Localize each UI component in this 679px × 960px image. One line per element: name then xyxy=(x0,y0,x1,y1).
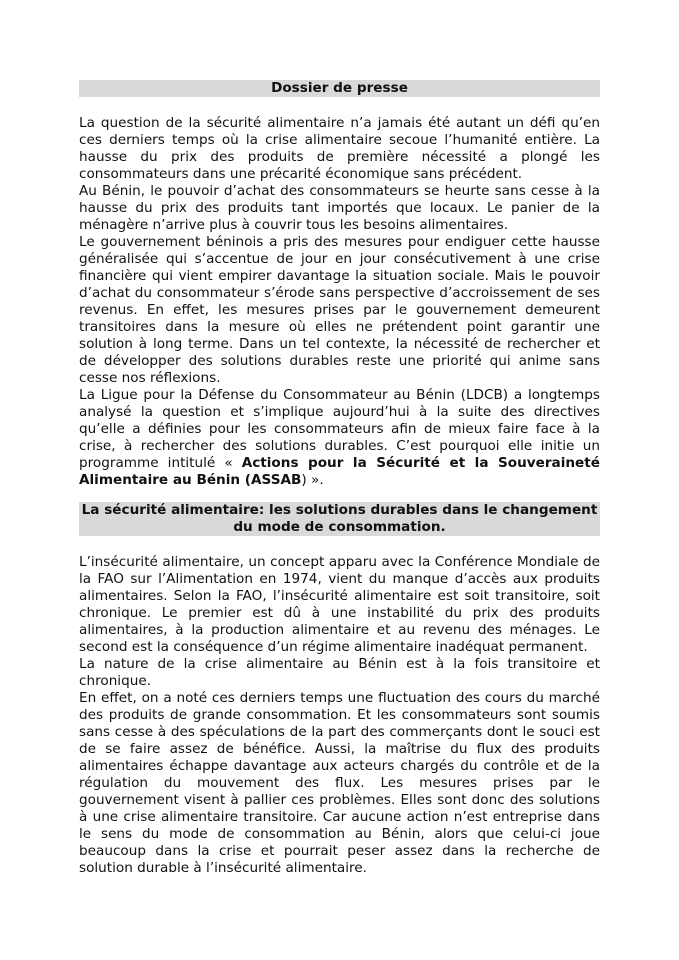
spacer xyxy=(79,489,600,502)
spacer xyxy=(79,97,600,115)
spacer xyxy=(79,536,600,554)
program-title: Actions pour la Sécurité et la Souveraineté Alimentaire au Bénin (ASSAB xyxy=(79,455,600,488)
paragraph: La question de la sécurité alimentaire n’a jamais été autant un défi qu’en ces derniers temps où la crise alimentaire secoue l’humanité entière. La hausse du prix des produits de première nécessité a plongé les consommateurs dans une précarité économique sans précédent. xyxy=(79,115,600,182)
paragraph: Le gouvernement béninois a pris des mesures pour endiguer cette hausse généralisée qui s’accentue de jour en jour consécutivement à une crise financière qui vient empirer davantage la situation sociale. Mais le pouvoir d’achat du consommateur s’érode sans perspective d’accroissement de ses revenus. En effet, les mesures prises par le gouvernement demeurent transitoires dans la mesure où elles ne prétendent point garantir une solution à long terme. Dans un tel contexte, la nécessité de rechercher et de développer des solutions durables reste une priorité qui anime sans cesse nos réflexions. xyxy=(79,234,600,386)
paragraph: En effet, on a noté ces derniers temps une fluctuation des cours du marché des produits de grande consommation. Et les consommateurs sont soumis sans cesse à des spéculations de la part des commerçants dont le souci est de se faire assez de bénéfice. Aussi, la maîtrise du flux des produits alimentaires échappe davantage aux acteurs chargés du contrôle et de la régulation du mouvement des flux. Les mesures prises par le gouvernement visent à pallier ces problèmes. Elles sont donc des solutions à une crise alimentaire transitoire. Car aucune action n’est entreprise dans le sens du mode de consommation au Bénin, alors que celui-ci joue beaucoup dans la crise et pourrait peser assez dans la recherche de solution durable à l’insécurité alimentaire. xyxy=(79,690,600,876)
paragraph: La nature de la crise alimentaire au Bénin est à la fois transitoire et chronique. xyxy=(79,656,600,689)
section-heading-dossier: Dossier de presse xyxy=(79,80,600,97)
paragraph: L’insécurité alimentaire, un concept apparu avec la Conférence Mondiale de la FAO sur l’Alimentation en 1974, vient du manque d’accès aux produits alimentaires. Selon la FAO, l’insécurité alimentaire est soit transitoire, soit chronique. Le premier est dû à une instabilité du prix des produits alimentaires, à la production alimentaire et au revenu des ménages. Le second est la conséquence d’un régime alimentaire inadéquat permanent. xyxy=(79,554,600,655)
section-heading-securite: La sécurité alimentaire: les solutions durables dans le changement du mode de consommation. xyxy=(79,502,600,536)
paragraph: Au Bénin, le pouvoir d’achat des consommateurs se heurte sans cesse à la hausse du prix des produits tant importés que locaux. Le panier de la ménagère n’arrive plus à couvrir tous les besoins alimentaires. xyxy=(79,183,600,233)
paragraph-assab xyxy=(79,387,600,489)
paragraph-text: La Ligue pour la Défense du Consommateur au Bénin (LDCB) a longtemps analysé la question et s’implique aujourd’hui à la suite des directives qu’elle a définies pour les consommateurs afin de mieux faire face à la crise, à rechercher des solutions durables. C’est pourquoi elle initie un programme intitulé « xyxy=(79,387,600,471)
paragraph-end: ) ». xyxy=(301,472,324,488)
